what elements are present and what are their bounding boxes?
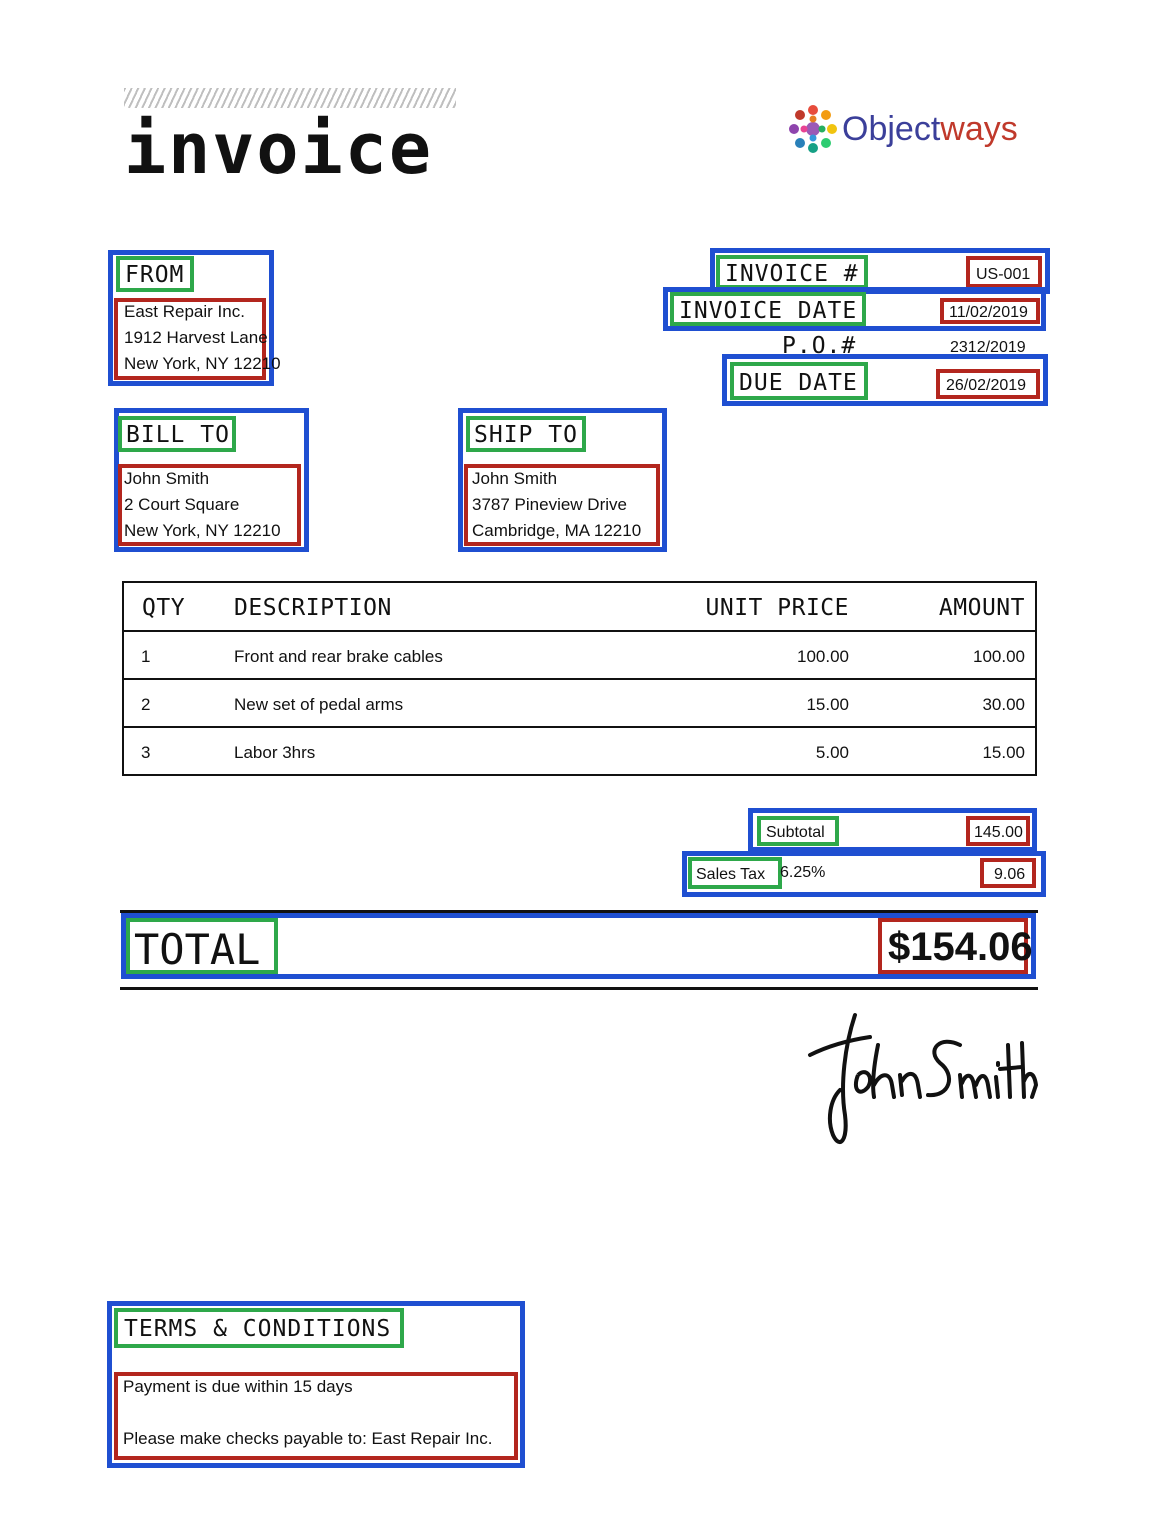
due-date-value: 26/02/2019 — [936, 369, 1040, 399]
row-3-qty: 3 — [141, 743, 151, 762]
sales-tax-rate: 6.25% — [780, 864, 826, 881]
from-label: FROM — [116, 256, 194, 292]
col-header-description: DESCRIPTION — [234, 595, 392, 621]
table-header-row — [124, 583, 1035, 631]
invoice-date-value: 11/02/2019 — [940, 298, 1040, 324]
col-header-unit-price: UNIT PRICE — [705, 595, 849, 621]
logo-text-ways: ways — [940, 110, 1018, 148]
bill-to-line-1: John Smith — [124, 469, 210, 488]
ship-to-line-3: Cambridge, MA 12210 — [472, 521, 642, 540]
table-row — [124, 630, 1035, 680]
row-2-amount: 30.00 — [982, 695, 1025, 714]
header-hatch-bar — [124, 88, 456, 108]
invoice-number-value: US-001 — [966, 256, 1042, 288]
invoice-date-label: INVOICE DATE — [670, 292, 866, 326]
row-1-qty: 1 — [141, 647, 151, 666]
line-items-table — [122, 581, 1037, 776]
signature — [800, 1005, 1040, 1155]
ship-to-label: SHIP TO — [466, 416, 586, 452]
subtotal-value: 145.00 — [966, 816, 1030, 846]
logo-text-object: Object — [842, 110, 941, 148]
invoice-number-label: INVOICE # — [716, 255, 868, 289]
table-row — [124, 678, 1035, 728]
col-header-qty: QTY — [142, 595, 186, 621]
from-line-3: New York, NY 12210 — [124, 354, 281, 373]
row-3-unit-price: 5.00 — [815, 743, 849, 762]
company-logo — [788, 104, 1048, 158]
logo-text — [842, 110, 1018, 149]
bill-to-line-3: New York, NY 12210 — [124, 521, 281, 540]
logo-mark-icon — [788, 104, 838, 154]
po-label: P.O.# — [782, 333, 857, 359]
po-value: 2312/2019 — [950, 339, 1026, 356]
ship-to-line-2: 3787 Pineview Drive — [472, 495, 627, 514]
subtotal-label: Subtotal — [757, 816, 839, 846]
row-1-description: Front and rear brake cables — [234, 647, 443, 666]
page-title: invoice — [124, 108, 434, 190]
terms-line-1: Payment is due within 15 days — [123, 1377, 353, 1396]
total-label: TOTAL — [126, 918, 278, 974]
total-value: $154.06 — [878, 918, 1028, 974]
ship-to-line-1: John Smith — [472, 469, 558, 488]
row-3-description: Labor 3hrs — [234, 743, 316, 762]
row-2-description: New set of pedal arms — [234, 695, 404, 714]
bill-to-line-2: 2 Court Square — [124, 495, 240, 514]
row-2-unit-price: 15.00 — [806, 695, 849, 714]
row-2-qty: 2 — [141, 695, 151, 714]
from-line-1: East Repair Inc. — [124, 302, 245, 321]
terms-line-2: Please make checks payable to: East Repair Inc. — [123, 1429, 493, 1448]
terms-label: TERMS & CONDITIONS — [114, 1308, 404, 1348]
col-header-amount: AMOUNT — [938, 595, 1025, 621]
row-1-amount: 100.00 — [973, 647, 1025, 666]
due-date-label: DUE DATE — [730, 362, 868, 400]
row-3-amount: 15.00 — [982, 743, 1025, 762]
bill-to-label: BILL TO — [118, 416, 236, 452]
row-1-unit-price: 100.00 — [797, 647, 849, 666]
sales-tax-label: Sales Tax — [688, 857, 782, 889]
sales-tax-value: 9.06 — [980, 858, 1036, 888]
table-row — [124, 726, 1035, 776]
from-line-2: 1912 Harvest Lane — [124, 328, 268, 347]
